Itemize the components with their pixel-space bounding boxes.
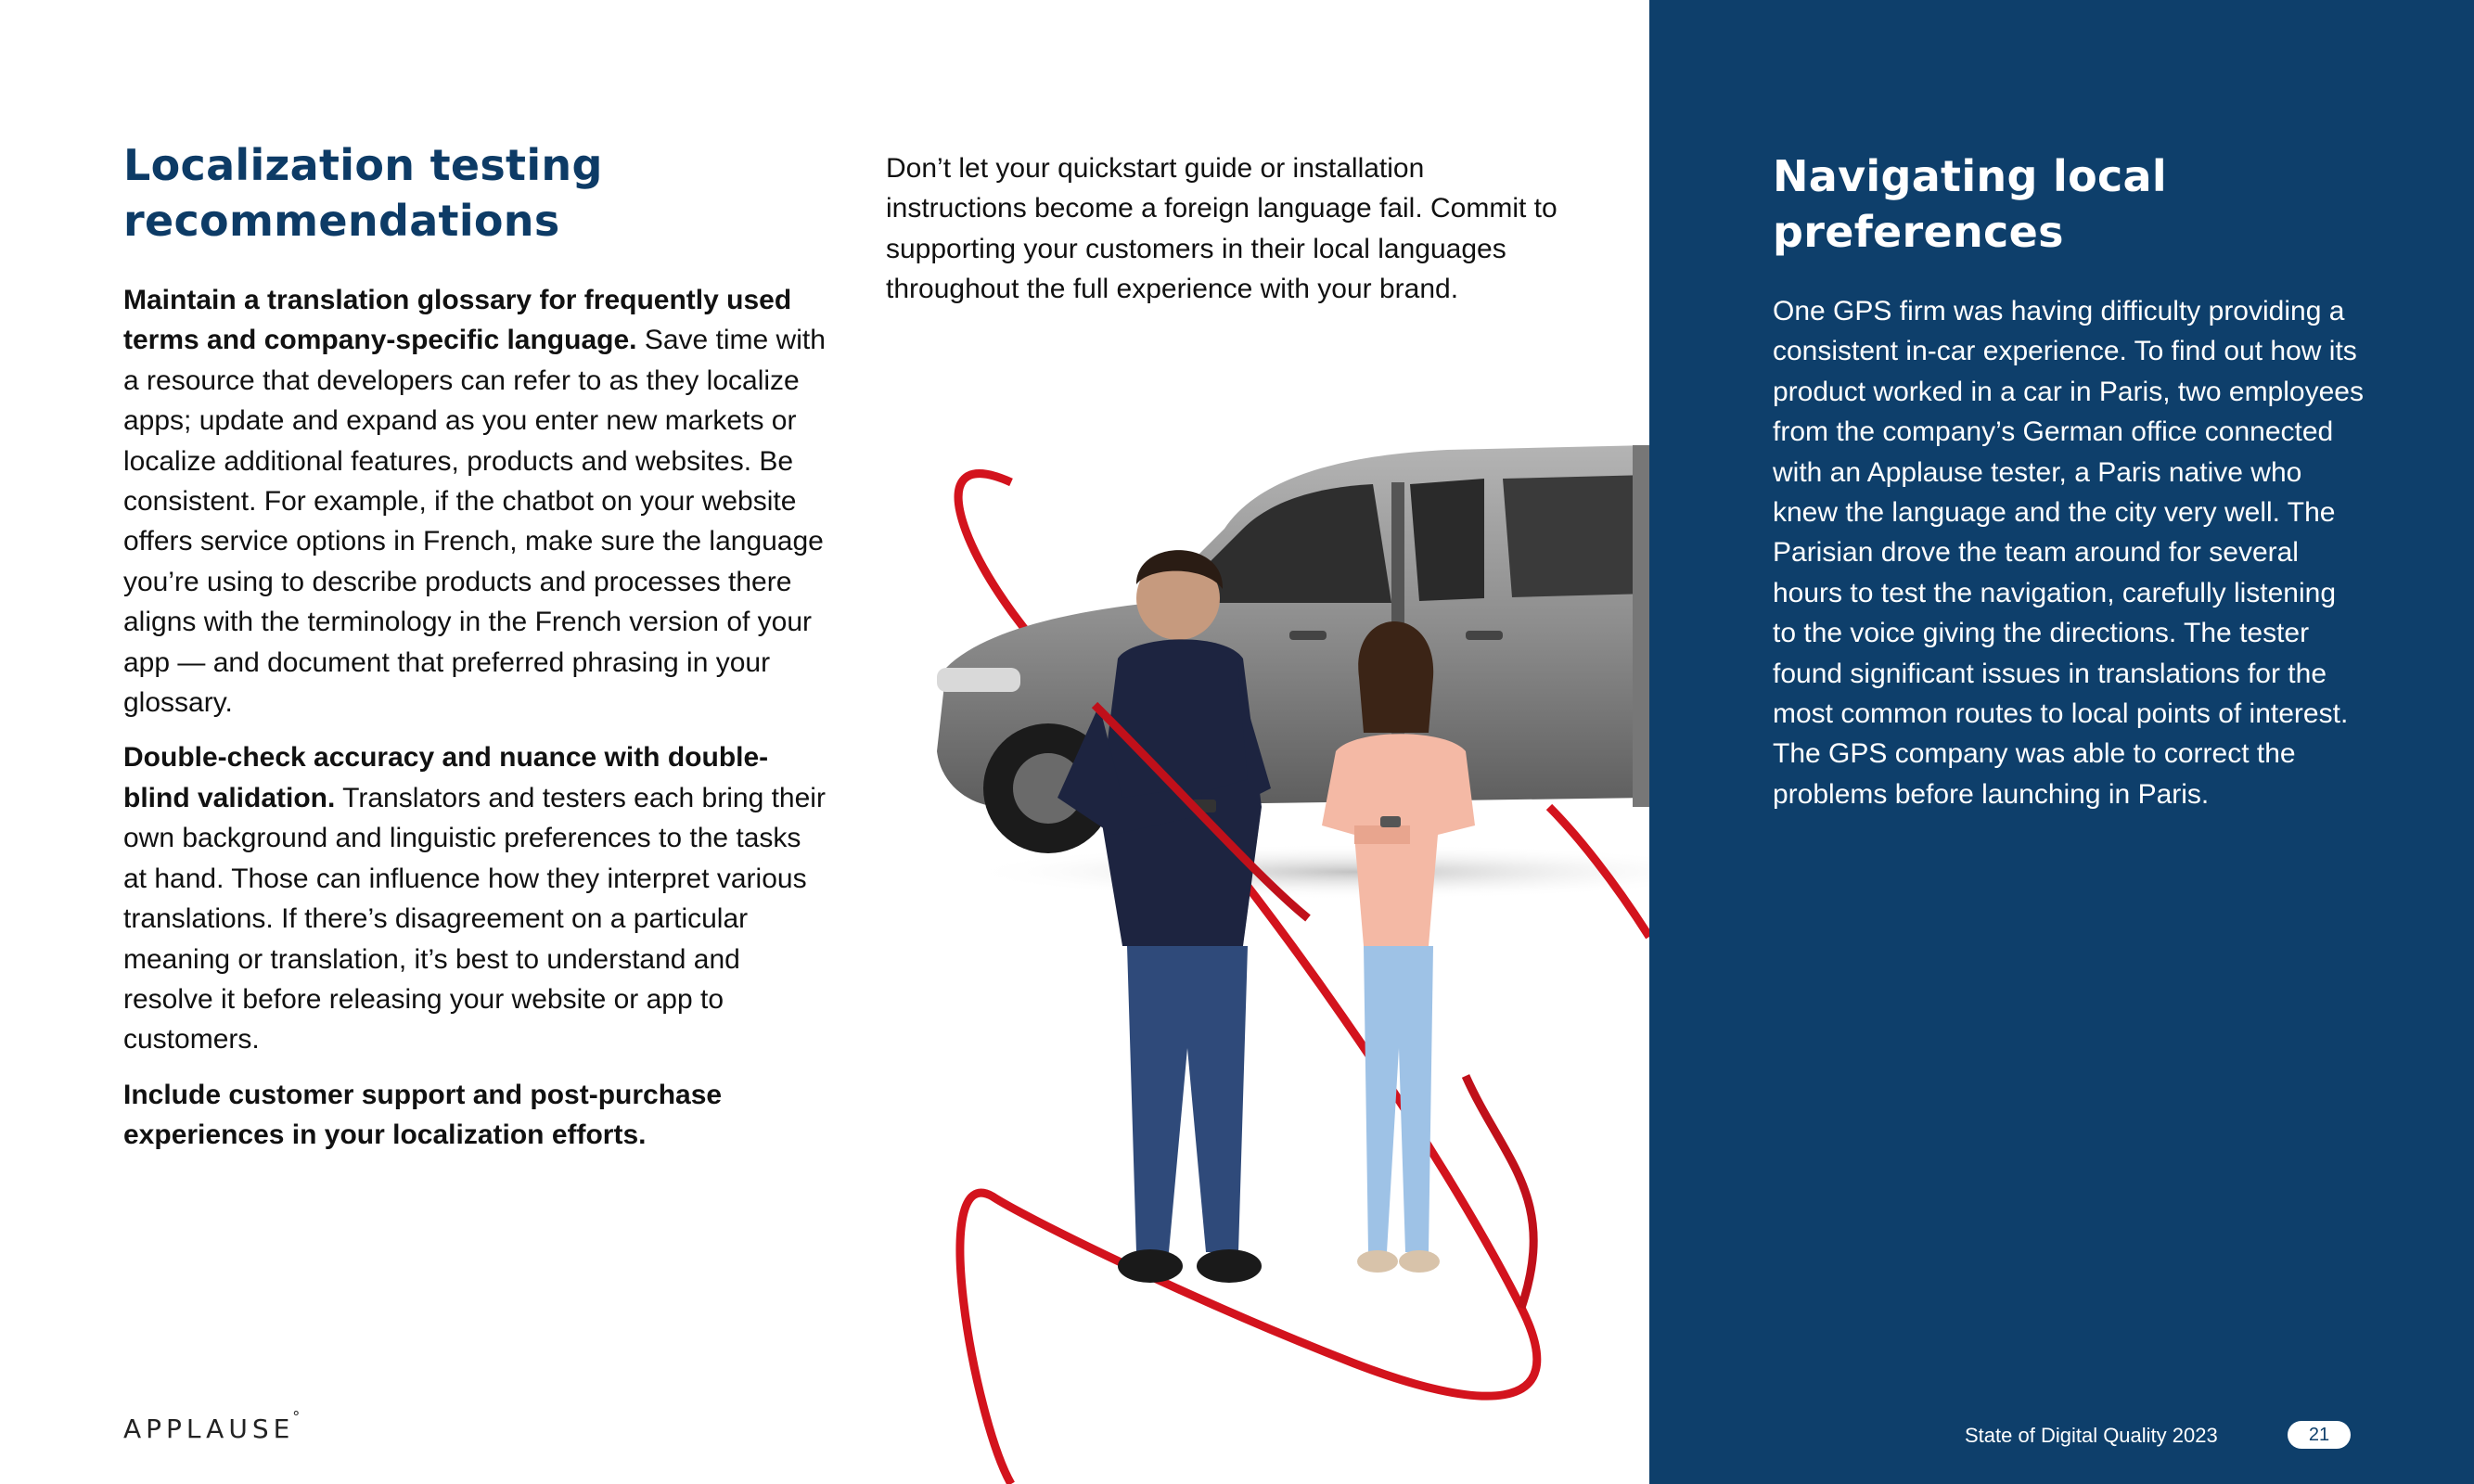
page-number-badge: 21 <box>2288 1421 2351 1449</box>
recommendation-paragraph <box>123 1075 828 1156</box>
panel-heading: Navigating local preferences <box>1773 151 2167 257</box>
footer-document-title: State of Digital Quality 2023 <box>1965 1424 2218 1447</box>
case-study-panel <box>1649 0 2474 1484</box>
recommendation-lead: Include customer support and post-purchase experiences in your localization efforts. <box>123 1079 723 1151</box>
car-and-people-illustration <box>872 399 1649 1484</box>
recommendation-paragraph <box>123 280 828 723</box>
left-column <box>123 137 828 1171</box>
car-icon <box>937 445 1649 853</box>
recommendation-lead: Maintain a translation glossary for frequently used terms and company-specific language. <box>123 285 792 356</box>
middle-column <box>886 148 1563 310</box>
continuation-paragraph: Don’t let your quickstart guide or installation instructions become a foreign language fail. Commit to supporting your customers in their local languages throughout the full experience with your brand. <box>886 153 1557 305</box>
recommendation-paragraph <box>123 737 828 1059</box>
applause-logo <box>123 1408 306 1444</box>
section-heading: Localization testing recommendations <box>123 140 603 246</box>
hero-photo <box>872 399 1649 1484</box>
car-shadow <box>965 844 1649 900</box>
recommendation-lead: Double-check accuracy and nuance with double-blind validation. <box>123 742 769 813</box>
logo-mark-icon: ° <box>292 1408 305 1426</box>
panel-body: One GPS firm was having difficulty providing a consistent in-car experience. To find out how its product worked in a car in Paris, two employees from the company’s German office connected with an Applause tester, a Paris native who knew the language and the city very well. The Parisian drove the team around for several hours to test the navigation, carefully listening to the voice giving the directions. The tester found significant issues in translations for the most common routes to local points of interest. The GPS company was able to correct the problems before launching in Paris. <box>1773 296 2364 810</box>
recommendation-text: Translators and testers each bring their own background and linguistic preferences to the tasks at hand. Those can influence how they interpret various translations. If there’s disagreement on a particular meaning or translation, it’s best to understand and resolve it before releasing your website or app to customers. <box>123 782 826 1055</box>
logo-text: APPLAUSE <box>123 1414 295 1444</box>
recommendation-text: Save time with a resource that developers can refer to as they localize apps; update and expand as you enter new markets or localize additional features, products and websites. Be consistent. For example, if the chatbot on your website offers service options in French, make sure the language you’re using to describe products and processes there aligns with the terminology in the French version of your app — and document that preferred phrasing in your glossary. <box>123 325 826 719</box>
